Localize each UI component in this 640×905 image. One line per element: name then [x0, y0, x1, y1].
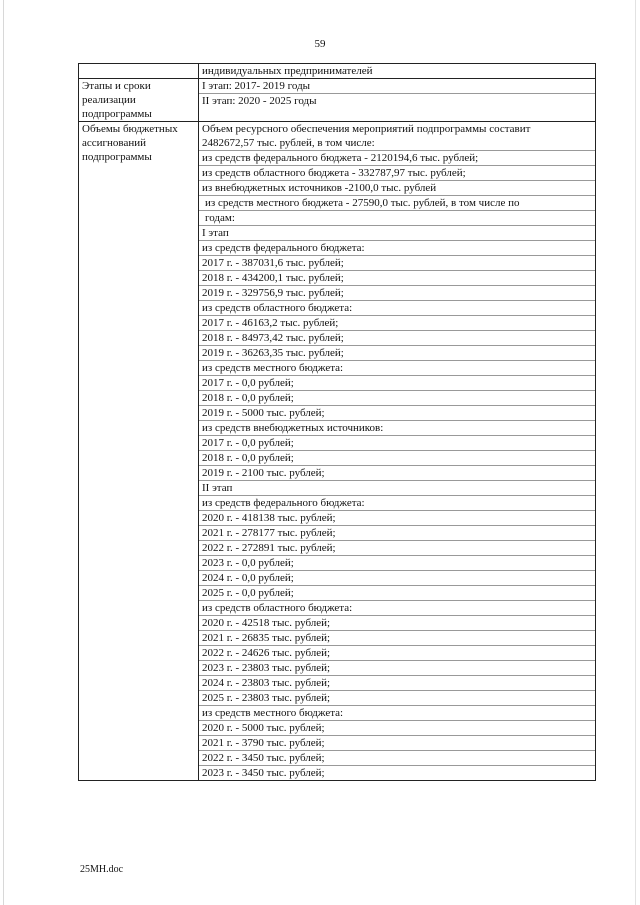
- budget-value-cell: [199, 122, 596, 781]
- budget-line: 2019 г. - 329756,9 тыс. рублей;: [199, 286, 595, 301]
- continuation-cell: [199, 64, 596, 79]
- budget-line: из средств местного бюджета:: [199, 706, 595, 721]
- budget-line: 2018 г. - 434200,1 тыс. рублей;: [199, 271, 595, 286]
- budget-intro: [199, 122, 595, 151]
- table-row-continuation: [79, 64, 596, 79]
- budget-label-cell: [79, 122, 199, 781]
- budget-intro-line: 2482672,57 тыс. рублей, в том числе:: [202, 137, 375, 149]
- budget-line: 2017 г. - 46163,2 тыс. рублей;: [199, 316, 595, 331]
- empty-label-cell: [79, 64, 199, 79]
- stage-line: II этап: 2020 - 2025 годы: [202, 95, 317, 107]
- page-number: 59: [314, 38, 326, 50]
- budget-line: из средств местного бюджета - 27590,0 тыс. рублей, в том числе по: [199, 196, 595, 211]
- budget-line: из средств федерального бюджета:: [199, 241, 595, 256]
- budget-line: 2025 г. - 23803 тыс. рублей;: [199, 691, 595, 706]
- budget-intro-line: Объем ресурсного обеспечения мероприятий подпрограммы составит: [202, 123, 531, 135]
- budget-line: 2022 г. - 272891 тыс. рублей;: [199, 541, 595, 556]
- budget-line: из средств областного бюджета:: [199, 301, 595, 316]
- budget-line: из внебюджетных источников -2100,0 тыс. рублей: [199, 181, 595, 196]
- budget-line: 2021 г. - 3790 тыс. рублей;: [199, 736, 595, 751]
- budget-line: из средств областного бюджета:: [199, 601, 595, 616]
- budget-line: II этап: [199, 481, 595, 496]
- budget-line: 2019 г. - 2100 тыс. рублей;: [199, 466, 595, 481]
- budget-label-line: Объемы бюджетных: [82, 123, 178, 135]
- budget-line: из средств внебюджетных источников:: [199, 421, 595, 436]
- budget-label-line: подпрограммы: [82, 151, 152, 163]
- budget-line: 2023 г. - 0,0 рублей;: [199, 556, 595, 571]
- budget-line: годам:: [199, 211, 595, 226]
- budget-label-line: ассигнований: [82, 137, 147, 149]
- budget-line: 2019 г. - 5000 тыс. рублей;: [199, 406, 595, 421]
- budget-line: 2023 г. - 23803 тыс. рублей;: [199, 661, 595, 676]
- continuation-text: индивидуальных предпринимателей: [202, 65, 373, 77]
- stages-label-line: подпрограммы: [82, 108, 152, 120]
- budget-line: 2025 г. - 0,0 рублей;: [199, 586, 595, 601]
- scan-edge-left: [3, 0, 4, 905]
- budget-line: 2017 г. - 0,0 рублей;: [199, 376, 595, 391]
- budget-line: 2017 г. - 0,0 рублей;: [199, 436, 595, 451]
- budget-lines: [202, 151, 592, 780]
- budget-line: 2020 г. - 418138 тыс. рублей;: [199, 511, 595, 526]
- stages-label-line: реализации: [82, 94, 136, 106]
- scan-edge-right: [635, 0, 636, 905]
- passport-table: [78, 63, 596, 781]
- budget-line: 2022 г. - 24626 тыс. рублей;: [199, 646, 595, 661]
- table-row-stages: [79, 79, 596, 122]
- stages-value-cell: [199, 79, 596, 122]
- budget-line: из средств областного бюджета - 332787,97 тыс. рублей;: [199, 166, 595, 181]
- budget-line: I этап: [199, 226, 595, 241]
- budget-line: из средств федерального бюджета - 2120194,6 тыс. рублей;: [199, 151, 595, 166]
- budget-line: 2018 г. - 84973,42 тыс. рублей;: [199, 331, 595, 346]
- budget-line: из средств федерального бюджета:: [199, 496, 595, 511]
- stages-label-line: Этапы и сроки: [82, 80, 151, 92]
- budget-line: 2018 г. - 0,0 рублей;: [199, 391, 595, 406]
- budget-line: 2019 г. - 36263,35 тыс. рублей;: [199, 346, 595, 361]
- table-row-budget: [79, 122, 596, 781]
- budget-line: 2017 г. - 387031,6 тыс. рублей;: [199, 256, 595, 271]
- budget-line: из средств местного бюджета:: [199, 361, 595, 376]
- budget-line: 2021 г. - 26835 тыс. рублей;: [199, 631, 595, 646]
- budget-line: 2023 г. - 3450 тыс. рублей;: [202, 767, 325, 779]
- budget-line: 2020 г. - 42518 тыс. рублей;: [199, 616, 595, 631]
- budget-line: 2021 г. - 278177 тыс. рублей;: [199, 526, 595, 541]
- budget-line: 2024 г. - 0,0 рублей;: [199, 571, 595, 586]
- budget-line: 2022 г. - 3450 тыс. рублей;: [199, 751, 595, 766]
- budget-line: 2024 г. - 23803 тыс. рублей;: [199, 676, 595, 691]
- stage-line: I этап: 2017- 2019 годы: [199, 79, 595, 94]
- footer-filename: 25MH.doc: [80, 864, 124, 875]
- budget-line: 2020 г. - 5000 тыс. рублей;: [199, 721, 595, 736]
- stages-label-cell: [79, 79, 199, 122]
- budget-line: 2018 г. - 0,0 рублей;: [199, 451, 595, 466]
